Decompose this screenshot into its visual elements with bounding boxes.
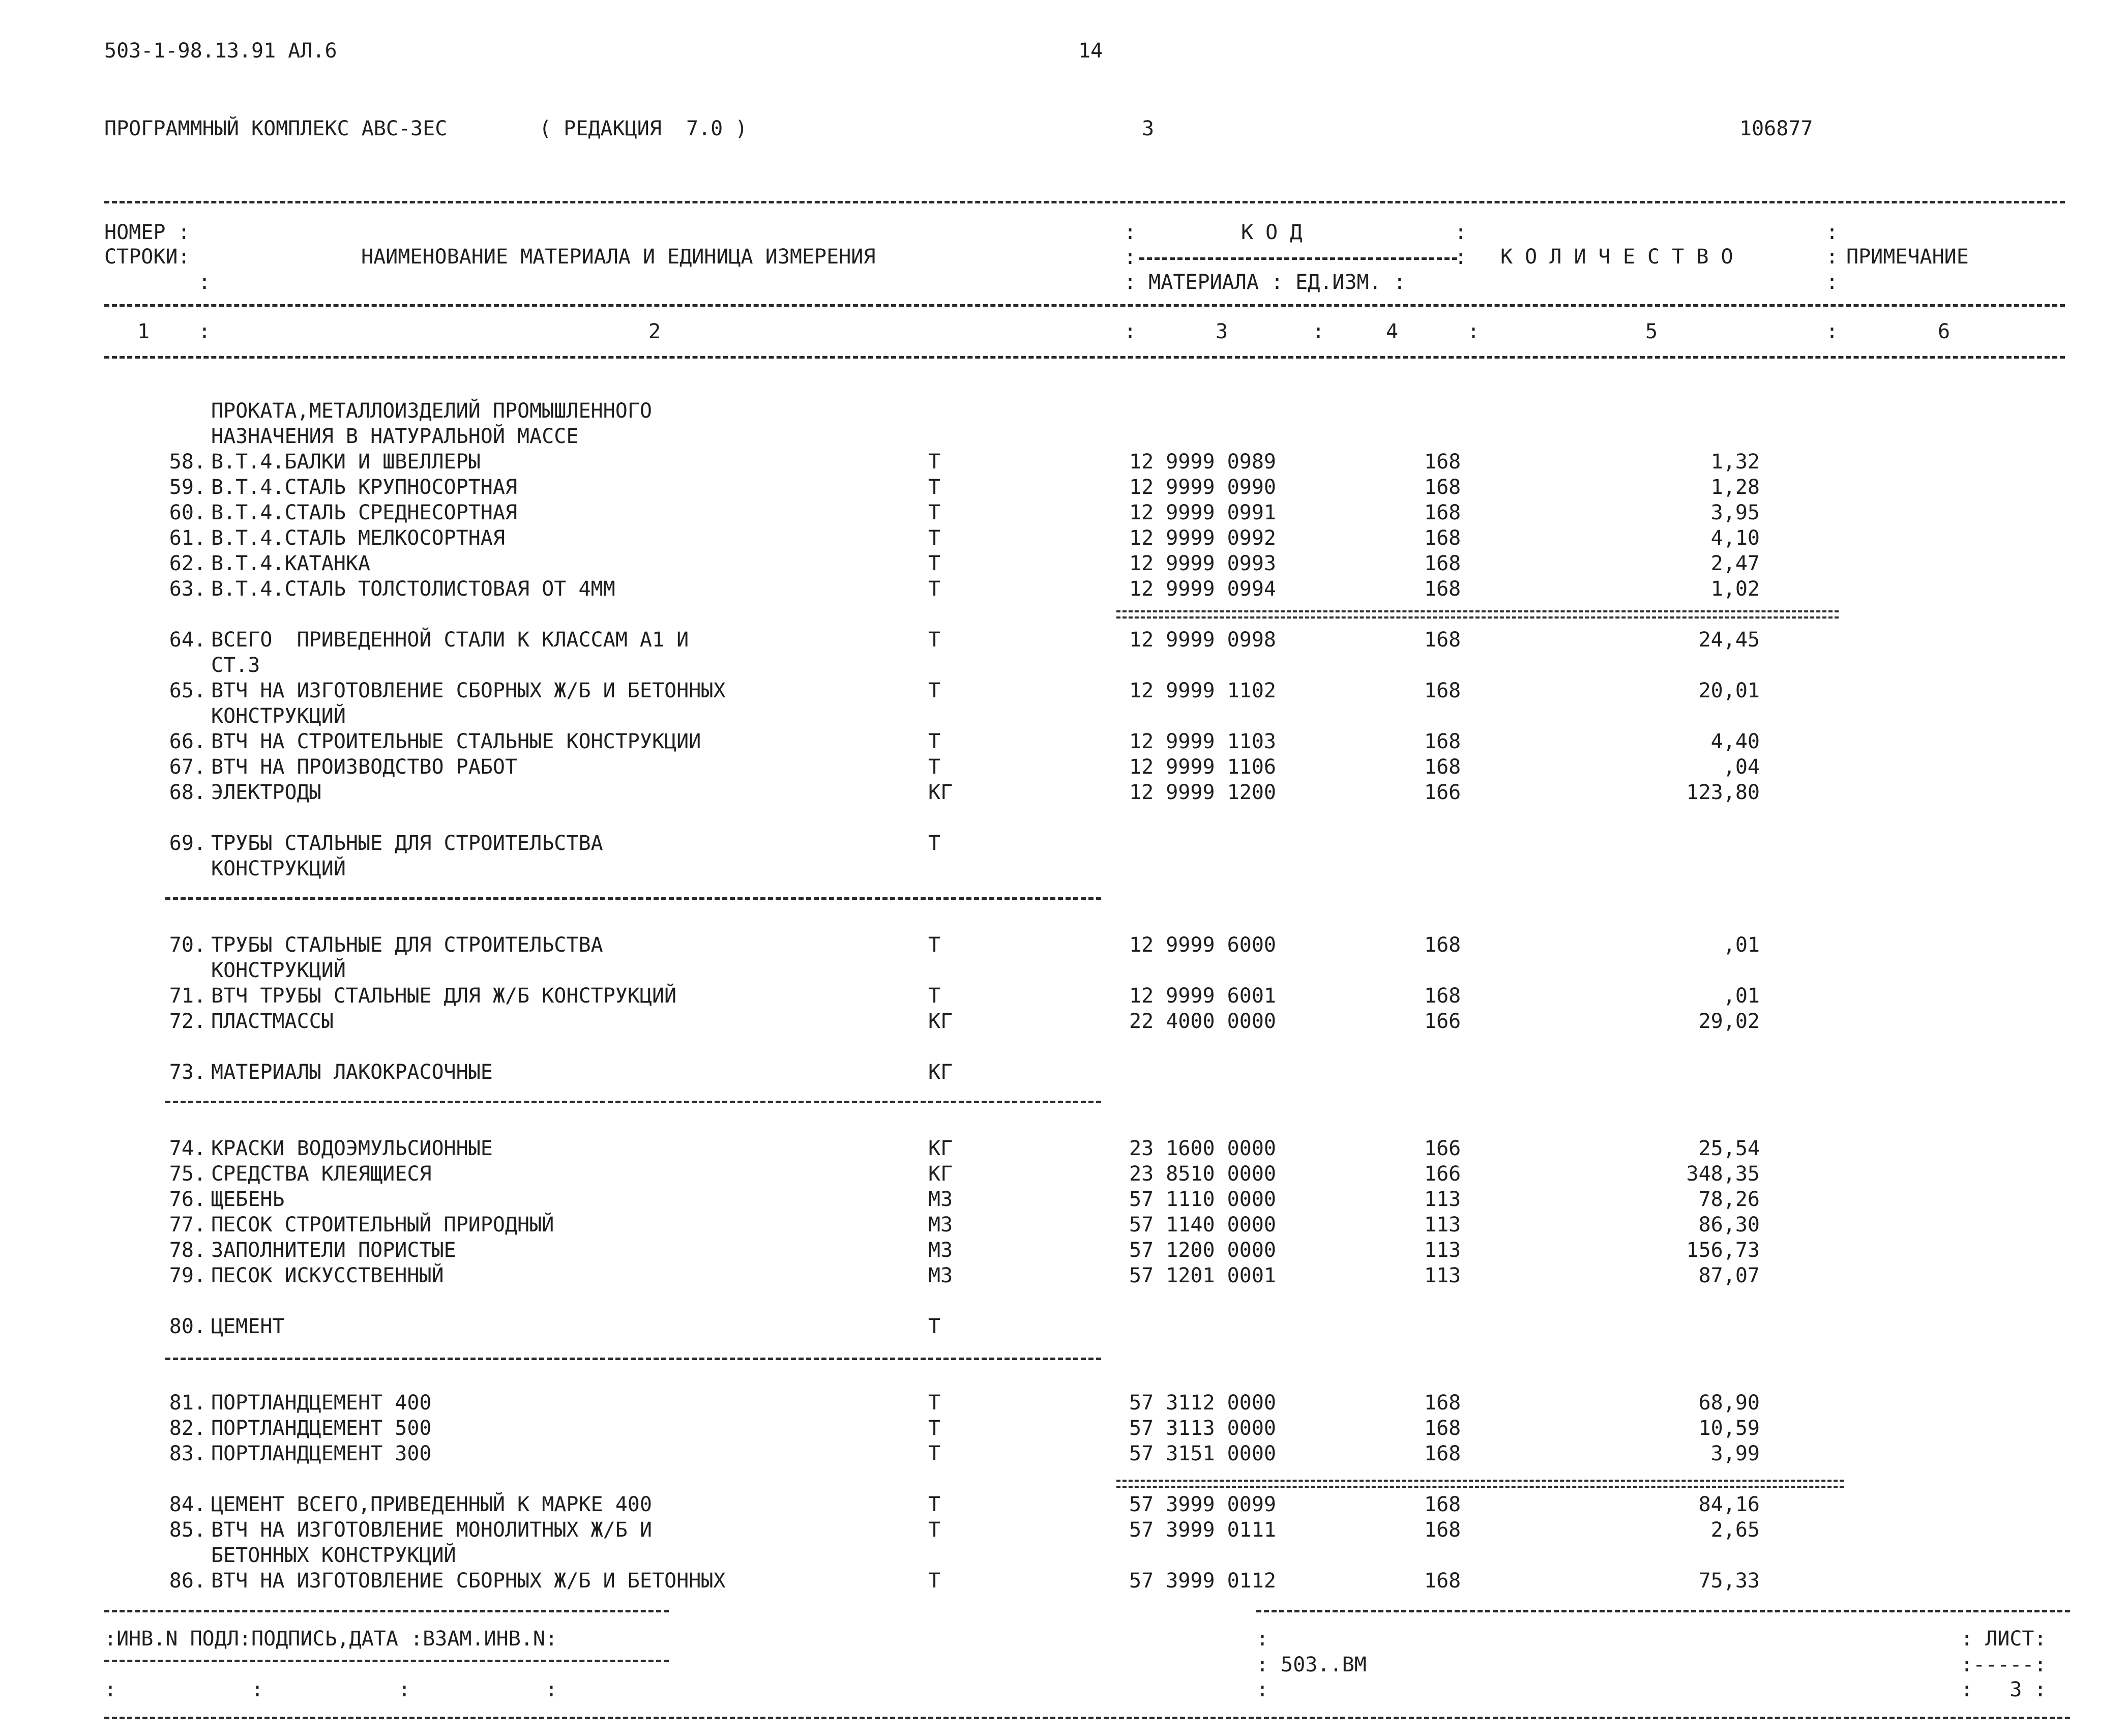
row-number: 85. [169,1518,206,1542]
header-top-rule [104,201,2065,203]
footer-doc-colon-top: : [1256,1627,1269,1651]
group-rule-paints [165,1101,1101,1103]
row-quantity: 3,99 [1710,1442,1760,1465]
row-quantity: 78,26 [1698,1188,1760,1211]
row-unit: М3 [928,1188,953,1211]
row-material-code: 57 3151 0000 [1129,1442,1276,1465]
row-quantity: 1,32 [1710,450,1760,474]
row-material-name-cont: КОНСТРУКЦИЙ [211,704,346,728]
col-number-1: 1 [137,320,150,343]
row-unit: Т [928,832,941,855]
row-unit-code: 113 [1424,1264,1461,1287]
row-unit: КГ [928,781,953,804]
group-rule-cement [165,1358,1101,1360]
row-material-name: ВТЧ НА ПРОИЗВОДСТВО РАБОТ [211,755,518,779]
col-colon-1: : [198,320,211,343]
row-material-code: 12 9999 1200 [1129,781,1276,804]
row-quantity: 1,28 [1710,476,1760,499]
row-unit: Т [928,1493,941,1516]
row-unit-code: 166 [1424,1162,1461,1186]
row-quantity: 123,80 [1686,781,1760,804]
row-quantity: 3,95 [1710,501,1760,524]
row-quantity: 348,35 [1686,1162,1760,1186]
row-number: 77. [169,1213,206,1237]
col-number-5: 5 [1645,320,1658,343]
row-material-name: ПОРТЛАНДЦЕМЕНТ 500 [211,1417,432,1440]
row-number: 82. [169,1417,206,1440]
row-unit-code: 168 [1424,1442,1461,1465]
row-material-code: 12 9999 0994 [1129,577,1276,601]
row-quantity: 75,33 [1698,1569,1760,1593]
row-number: 86. [169,1569,206,1593]
document-code: 503-1-98.13.91 АЛ.6 [104,39,337,63]
row-unit: Т [928,552,941,575]
row-material-code: 12 9999 1103 [1129,730,1276,753]
row-material-code: 12 9999 0990 [1129,476,1276,499]
row-unit-code: 168 [1424,501,1461,524]
footer-signature-fields: :ИНВ.N ПОДЛ:ПОДПИСЬ,ДАТА :ВЗАМ.ИНВ.N: [104,1627,558,1651]
row-material-name: ВТЧ НА СТРОИТЕЛЬНЫЕ СТАЛЬНЫЕ КОНСТРУКЦИИ [211,730,701,753]
row-material-name: ЩЕБЕНЬ [211,1188,285,1211]
section-heading-line-2: НАЗНАЧЕНИЯ В НАТУРАЛЬНОЙ МАССЕ [211,425,579,448]
row-unit: Т [928,628,941,652]
row-number: 83. [169,1442,206,1465]
section-heading-line-1: ПРОКАТА,МЕТАЛЛОИЗДЕЛИЙ ПРОМЫШЛЕННОГО [211,399,652,423]
footer-rule-right-top [1256,1610,2070,1612]
row-material-name: ЭЛЕКТРОДЫ [211,781,321,804]
row-material-name: КРАСКИ ВОДОЭМУЛЬСИОННЫЕ [211,1137,493,1160]
row-number: 66. [169,730,206,753]
row-unit-code: 168 [1424,577,1461,601]
row-unit: Т [928,1569,941,1593]
row-number: 61. [169,526,206,550]
row-unit: КГ [928,1010,953,1033]
row-unit-code: 113 [1424,1188,1461,1211]
row-material-name: В.Т.4.СТАЛЬ КРУПНОСОРТНАЯ [211,476,518,499]
row-material-name: ВСЕГО ПРИВЕДЕННОЙ СТАЛИ К КЛАССАМ А1 И [211,628,689,652]
row-quantity: 2,47 [1710,552,1760,575]
row-material-name: МАТЕРИАЛЫ ЛАКОКРАСОЧНЫЕ [211,1061,493,1084]
row-material-code: 12 9999 0991 [1129,501,1276,524]
row-number: 71. [169,984,206,1008]
row-unit-code: 168 [1424,628,1461,652]
footer-doc-colon-bottom: : [1256,1678,1269,1701]
row-quantity: 84,16 [1698,1493,1760,1516]
row-material-name: ЦЕМЕНТ ВСЕГО,ПРИВЕДЕННЫЙ К МАРКЕ 400 [211,1493,652,1516]
row-unit: Т [928,1417,941,1440]
row-number: 58. [169,450,206,474]
row-unit: Т [928,984,941,1008]
row-quantity: 86,30 [1698,1213,1760,1237]
header-material-name: НАИМЕНОВАНИЕ МАТЕРИАЛА И ЕДИНИЦА ИЗМЕРЕНИЯ [361,245,876,269]
row-material-name-cont: СТ.3 [211,654,260,677]
header-note: ПРИМЕЧАНИЕ [1846,245,1969,269]
header-bottom-rule [104,356,2065,359]
row-material-name: СРЕДСТВА КЛЕЯЩИЕСЯ [211,1162,432,1186]
row-material-code: 57 1110 0000 [1129,1188,1276,1211]
row-number: 64. [169,628,206,652]
row-material-name: ПОРТЛАНДЦЕМЕНТ 400 [211,1391,432,1415]
row-number: 75. [169,1162,206,1186]
row-unit-code: 166 [1424,1137,1461,1160]
row-quantity: 4,40 [1710,730,1760,753]
row-material-name: В.Т.4.БАЛКИ И ШВЕЛЛЕРЫ [211,450,481,474]
row-material-name-cont: БЕТОННЫХ КОНСТРУКЦИЙ [211,1544,456,1567]
row-material-code: 57 3999 0099 [1129,1493,1276,1516]
row-unit: Т [928,755,941,779]
row-unit: Т [928,450,941,474]
row-material-name: ПОРТЛАНДЦЕМЕНТ 300 [211,1442,432,1465]
row-number: 70. [169,933,206,957]
row-unit-code: 166 [1424,1010,1461,1033]
subtotal-rule-cement [1116,1480,1844,1488]
row-number: 65. [169,679,206,702]
row-material-name: ТРУБЫ СТАЛЬНЫЕ ДЛЯ СТРОИТЕЛЬСТВА [211,933,603,957]
row-unit: Т [928,476,941,499]
program-title: ПРОГРАММНЫЙ КОМПЛЕКС АВС-3ЕС [104,117,448,140]
row-quantity: ,01 [1723,984,1760,1008]
row-unit-code: 168 [1424,450,1461,474]
row-material-name: ВТЧ НА ИЗГОТОВЛЕНИЕ МОНОЛИТНЫХ Ж/Б И [211,1518,652,1542]
row-unit: М3 [928,1264,953,1287]
row-material-name-cont: КОНСТРУКЦИЙ [211,857,346,880]
row-quantity: 24,45 [1698,628,1760,652]
row-material-code: 12 9999 1106 [1129,755,1276,779]
col-number-2: 2 [648,320,661,343]
row-material-name: В.Т.4.СТАЛЬ МЕЛКОСОРТНАЯ [211,526,505,550]
row-number: 81. [169,1391,206,1415]
header-kod-colon-right: : [1455,221,1467,244]
row-unit: М3 [928,1213,953,1237]
row-material-code: 57 3113 0000 [1129,1417,1276,1440]
row-material-code: 12 9999 0998 [1129,628,1276,652]
row-material-code: 12 9999 0989 [1129,450,1276,474]
row-material-code: 57 1200 0000 [1129,1239,1276,1262]
row-unit: Т [928,1442,941,1465]
footer-document-ref: : 503..ВМ [1256,1653,1367,1676]
row-unit-code: 168 [1424,1391,1461,1415]
row-number: 69. [169,832,206,855]
row-quantity: 68,90 [1698,1391,1760,1415]
row-quantity: 1,02 [1710,577,1760,601]
header-number-label: НОМЕР : [104,221,190,244]
row-material-name: В.Т.4.СТАЛЬ СРЕДНЕСОРТНАЯ [211,501,518,524]
row-material-code: 12 9999 0992 [1129,526,1276,550]
row-unit: Т [928,933,941,957]
row-number: 67. [169,755,206,779]
group-rule-pipes [165,897,1101,900]
row-unit: Т [928,1315,941,1338]
row-quantity: 25,54 [1698,1137,1760,1160]
row-unit-code: 168 [1424,526,1461,550]
row-number: 74. [169,1137,206,1160]
header-quantity: К О Л И Ч Е С Т В О [1500,245,1733,269]
row-unit: Т [928,679,941,702]
row-unit-code: 113 [1424,1213,1461,1237]
header-qty-colon-1: : [1826,221,1839,244]
row-material-name: В.Т.4.КАТАНКА [211,552,371,575]
row-material-code: 23 1600 0000 [1129,1137,1276,1160]
header-kod-colon-left: : [1124,221,1137,244]
section-number: 3 [1142,117,1155,140]
row-unit: Т [928,730,941,753]
row-material-code: 12 9999 6000 [1129,933,1276,957]
row-quantity: ,01 [1723,933,1760,957]
row-unit: М3 [928,1239,953,1262]
row-unit-code: 168 [1424,679,1461,702]
row-unit-code: 166 [1424,781,1461,804]
row-unit-code: 168 [1424,476,1461,499]
row-number: 76. [169,1188,206,1211]
row-material-name: ПЕСОК ИСКУССТВЕННЫЙ [211,1264,444,1287]
edition-label: ( РЕДАКЦИЯ 7.0 ) [539,117,748,140]
header-kod-colon-right2: : [1455,246,1467,269]
footer-rule-left-mid [104,1660,669,1662]
header-qty-colon-3: : [1826,271,1839,294]
row-unit: КГ [928,1162,953,1186]
row-quantity: 29,02 [1698,1010,1760,1033]
col-colon-2: : [1124,320,1137,343]
row-material-code: 57 3999 0112 [1129,1569,1276,1593]
row-unit-code: 113 [1424,1239,1461,1262]
page-number: 14 [1078,39,1103,63]
row-unit-code: 168 [1424,1569,1461,1593]
row-material-code: 57 3112 0000 [1129,1391,1276,1415]
row-quantity: 2,65 [1710,1518,1760,1542]
row-material-code: 12 9999 6001 [1129,984,1276,1008]
header-material-code: : МАТЕРИАЛА : ЕД.ИЗМ. : [1124,271,1406,294]
row-number: 80. [169,1315,206,1338]
footer-bottom-rule [104,1717,2070,1719]
row-material-name-cont: КОНСТРУКЦИЙ [211,959,346,982]
header-kod-colon-left2: : [1124,246,1137,269]
footer-sheet-number: : 3 : [1961,1678,2047,1701]
row-unit-code: 168 [1424,1493,1461,1516]
row-number: 84. [169,1493,206,1516]
row-quantity: 87,07 [1698,1264,1760,1287]
row-material-code: 22 4000 0000 [1129,1010,1276,1033]
row-unit-code: 168 [1424,755,1461,779]
footer-signature-cells: : : : : [104,1678,558,1701]
col-colon-3: : [1312,320,1325,343]
row-number: 68. [169,781,206,804]
row-material-name: ВТЧ ТРУБЫ СТАЛЬНЫЕ ДЛЯ Ж/Б КОНСТРУКЦИЙ [211,984,677,1008]
row-quantity: 10,59 [1698,1417,1760,1440]
col-number-6: 6 [1938,320,1951,343]
col-colon-5: : [1826,320,1839,343]
row-unit-code: 168 [1424,1417,1461,1440]
row-material-code: 57 1140 0000 [1129,1213,1276,1237]
row-unit: КГ [928,1137,953,1160]
row-unit: Т [928,501,941,524]
row-material-name: ЗАПОЛНИТЕЛИ ПОРИСТЫЕ [211,1239,456,1262]
row-unit-code: 168 [1424,933,1461,957]
row-unit: КГ [928,1061,953,1084]
header-row-label: СТРОКИ: [104,245,190,269]
row-material-code: 12 9999 0993 [1129,552,1276,575]
row-unit: Т [928,526,941,550]
subtotal-rule-steel [1116,610,1839,619]
row-number: 73. [169,1061,206,1084]
header-mid-rule [104,304,2065,307]
row-material-name: ЦЕМЕНТ [211,1315,285,1338]
row-quantity: ,04 [1723,755,1760,779]
col-colon-4: : [1467,320,1480,343]
row-unit-code: 168 [1424,730,1461,753]
row-quantity: 156,73 [1686,1239,1760,1262]
row-number: 62. [169,552,206,575]
row-unit-code: 168 [1424,1518,1461,1542]
row-material-name: ВТЧ НА ИЗГОТОВЛЕНИЕ СБОРНЫХ Ж/Б И БЕТОННЫХ [211,1569,726,1593]
row-number: 59. [169,476,206,499]
row-number: 79. [169,1264,206,1287]
row-unit: Т [928,1518,941,1542]
row-unit-code: 168 [1424,984,1461,1008]
row-number: 60. [169,501,206,524]
col-number-3: 3 [1216,320,1228,343]
row-number: 72. [169,1010,206,1033]
row-material-name: В.Т.4.СТАЛЬ ТОЛСТОЛИСТОВАЯ ОТ 4ММ [211,577,615,601]
row-material-code: 12 9999 1102 [1129,679,1276,702]
document-id: 106877 [1739,117,1813,140]
row-unit: Т [928,1391,941,1415]
row-material-code: 57 1201 0001 [1129,1264,1276,1287]
header-row-colon: : [198,271,211,294]
footer-sheet-rule: :-----: [1961,1653,2047,1676]
row-material-name: ВТЧ НА ИЗГОТОВЛЕНИЕ СБОРНЫХ Ж/Б И БЕТОННЫХ [211,679,726,702]
row-material-name: ПЕСОК СТРОИТЕЛЬНЫЙ ПРИРОДНЫЙ [211,1213,554,1237]
header-kod-rule [1139,257,1457,260]
row-material-code: 57 3999 0111 [1129,1518,1276,1542]
row-material-name: ТРУБЫ СТАЛЬНЫЕ ДЛЯ СТРОИТЕЛЬСТВА [211,832,603,855]
row-quantity: 4,10 [1710,526,1760,550]
row-quantity: 20,01 [1698,679,1760,702]
header-qty-colon-2: : [1826,245,1839,269]
row-material-name: ПЛАСТМАССЫ [211,1010,334,1033]
footer-sheet-label: : ЛИСТ: [1961,1627,2047,1651]
header-kod: К О Д [1241,221,1303,244]
row-unit-code: 168 [1424,552,1461,575]
row-unit: Т [928,577,941,601]
footer-rule-left-top [104,1610,669,1612]
row-number: 78. [169,1239,206,1262]
row-number: 63. [169,577,206,601]
col-number-4: 4 [1386,320,1399,343]
row-material-code: 23 8510 0000 [1129,1162,1276,1186]
